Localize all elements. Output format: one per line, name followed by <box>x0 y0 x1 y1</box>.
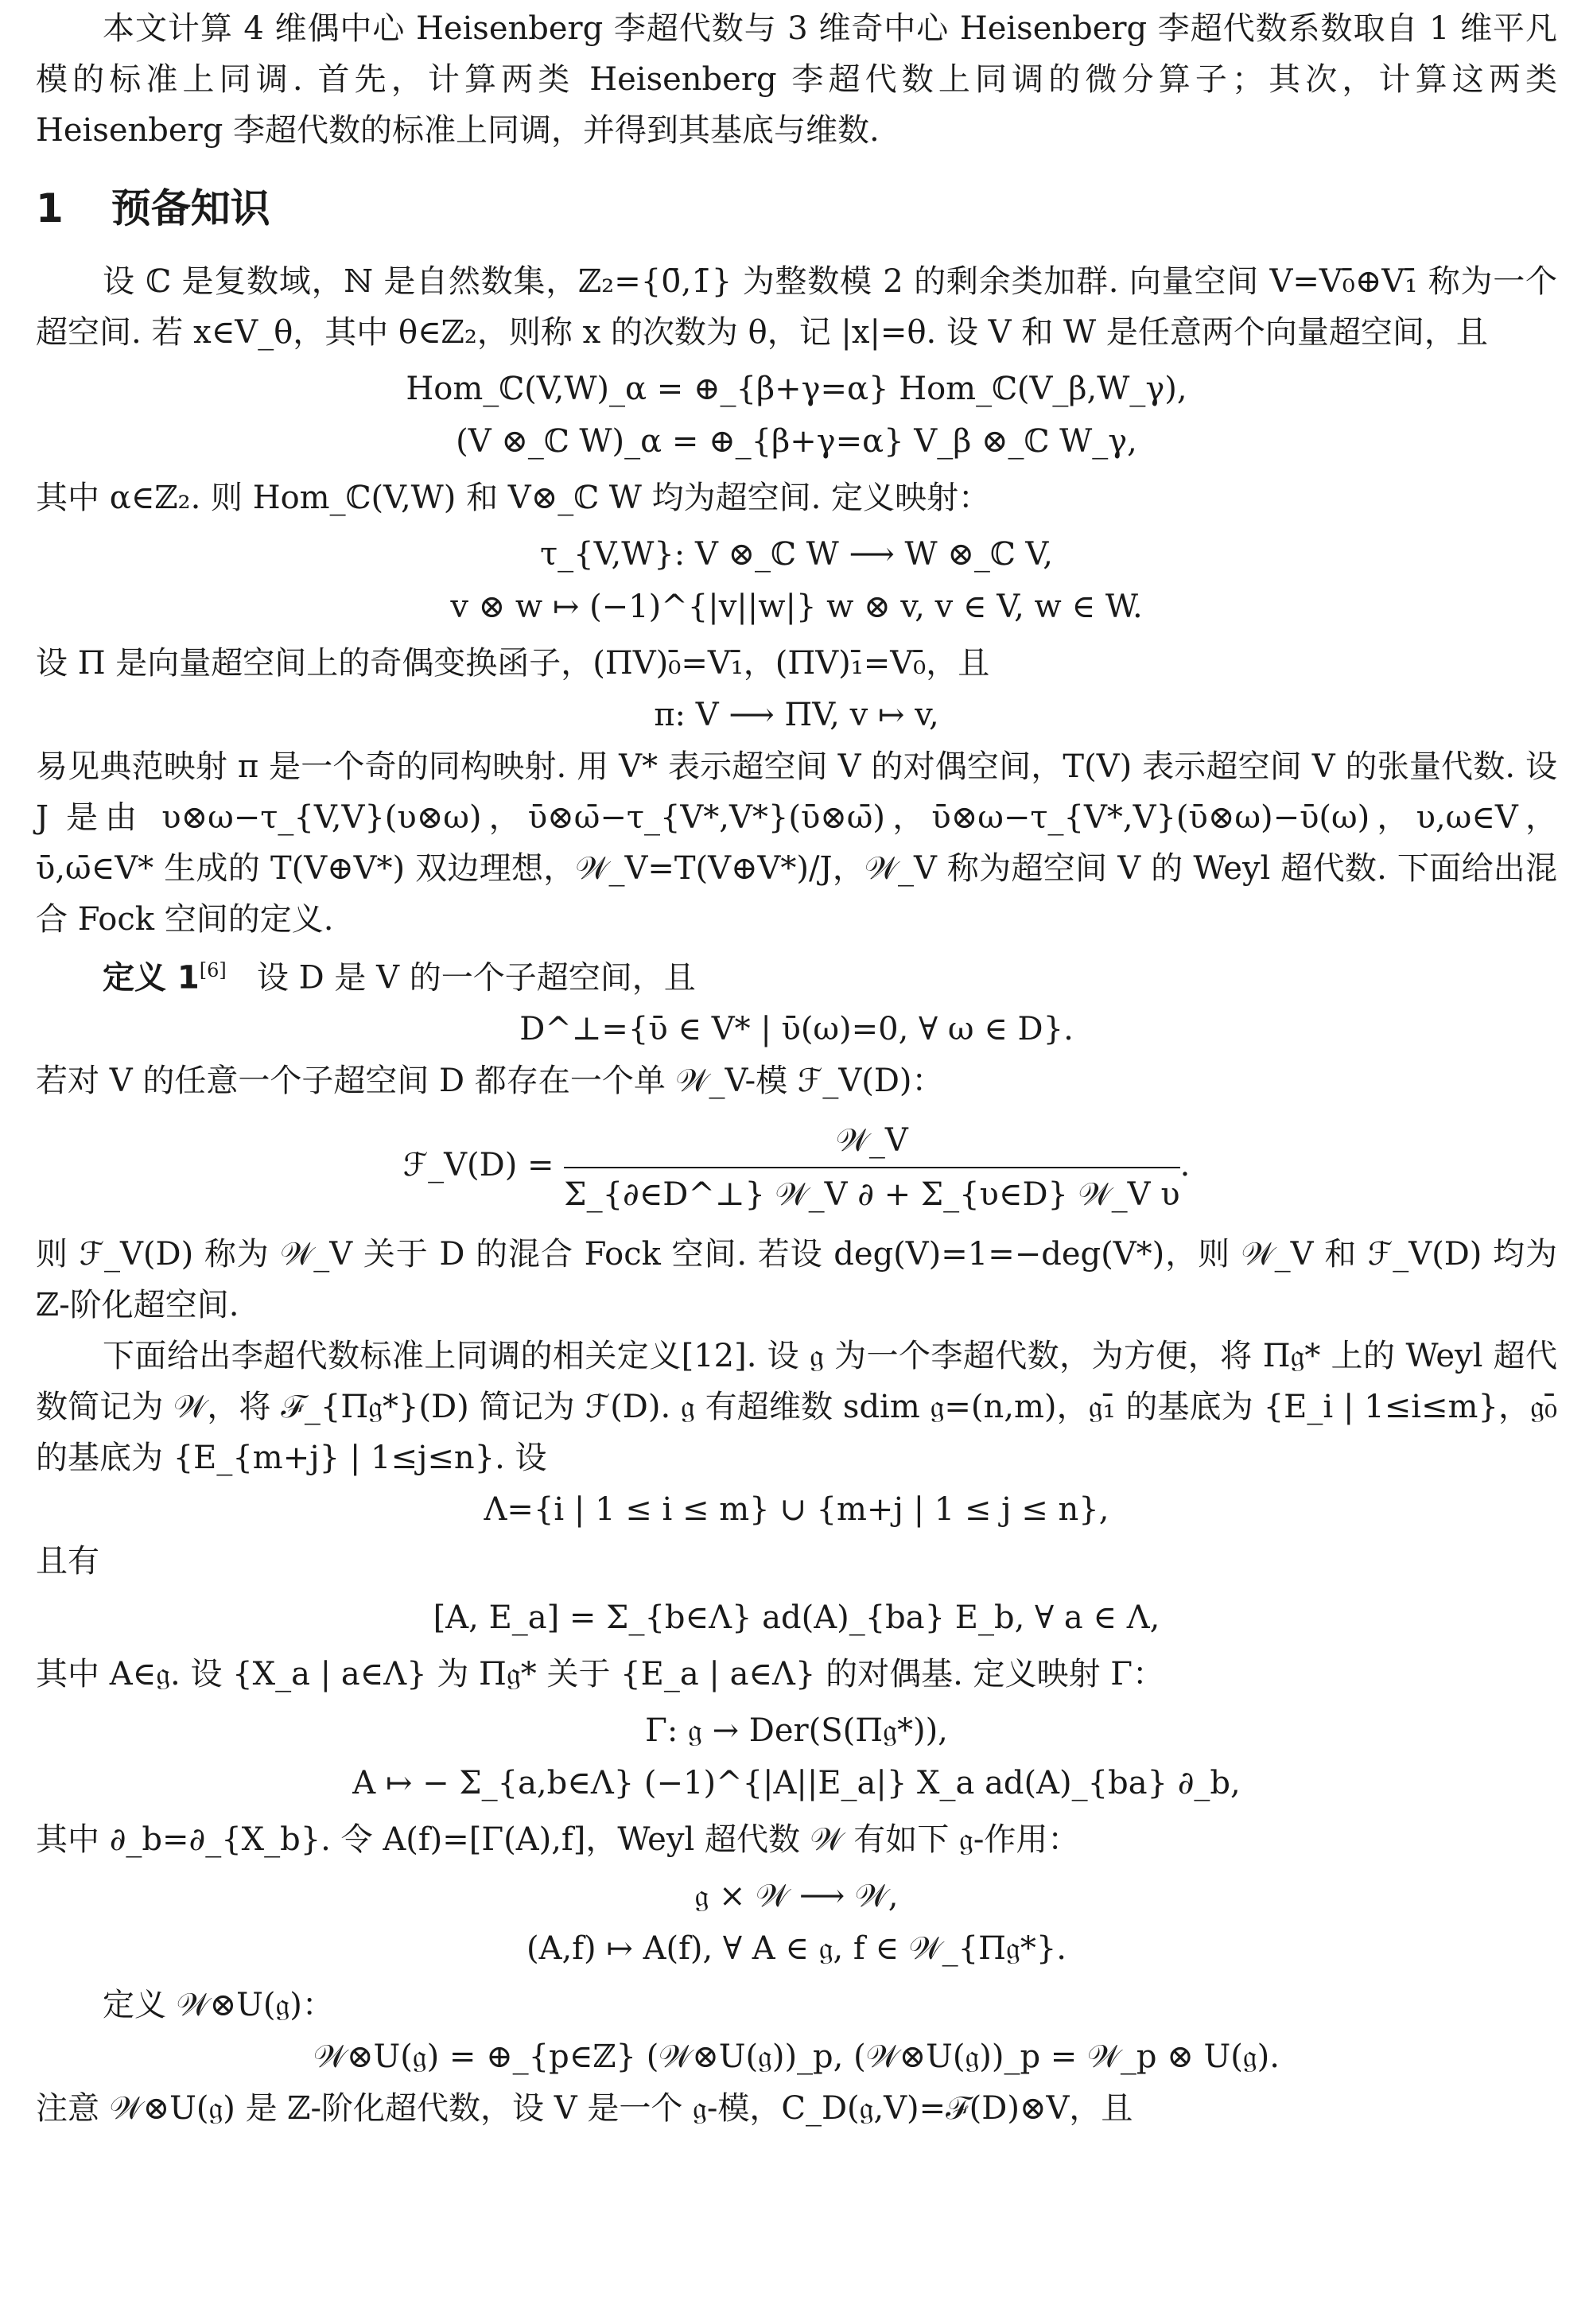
equation-hom: Hom_ℂ(V,W)_α = ⊕_{β+γ=α} Hom_ℂ(V_β,W_γ), <box>406 371 1187 407</box>
fock-fraction <box>564 1114 1179 1221</box>
equation-pi-map: π: V ⟶ ΠV, v ↦ v, <box>654 697 939 733</box>
equation-fock-space <box>36 1114 1557 1221</box>
equation-weyl-tensor: 𝒲⊗U(𝔤) = ⊕_{p∈ℤ} (𝒲⊗U(𝔤))_p, (𝒲⊗U(𝔤))_p = 𝒲_p ⊗ U(𝔤). <box>313 2038 1280 2076</box>
definition-1 <box>36 945 1557 1003</box>
equation-gamma-map: Γ: 𝔤 → Der(S(Π𝔤*)), <box>645 1712 948 1750</box>
equation-gamma-rule: A ↦ − Σ_{a,b∈Λ} (−1)^{|A||E_a|} X_a ad(A)_{ba} ∂_b, <box>352 1765 1241 1802</box>
fock-numerator: 𝒲_V <box>564 1114 1179 1168</box>
paragraph-12: 注意 𝒲⊗U(𝔤) 是 ℤ-阶化超代数，设 V 是一个 𝔤-模，C_D(𝔤,V)=ℱ(D)⊗V，且 <box>36 2090 1133 2128</box>
section-title: 预备知识 <box>111 185 270 231</box>
equation-tau-rule: v ⊗ w ↦ (−1)^{|v||w|} w ⊗ v, v ∈ V, w ∈ W. <box>450 589 1143 625</box>
fock-lhs: ℱ_V(D) = <box>402 1147 554 1184</box>
equation-action-map: 𝔤 × 𝒲 ⟶ 𝒲, <box>694 1878 899 1915</box>
equation-lambda: Λ={i | 1 ≤ i ≤ m} ∪ {m+j | 1 ≤ j ≤ n}, <box>484 1491 1109 1529</box>
paragraph-6: 则 ℱ_V(D) 称为 𝒲_V 关于 D 的混合 Fock 空间. 若设 deg(V)=1=−deg(V*)，则 𝒲_V 和 ℱ_V(D) 均为 ℤ-阶化超空间. <box>36 1236 1557 1324</box>
paragraph-11: 定义 𝒲⊗U(𝔤)： <box>103 1987 334 2024</box>
equation-tau-map: τ_{V,W}: V ⊗_ℂ W ⟶ W ⊗_ℂ V, <box>540 536 1053 573</box>
definition-text: 设 D 是 V 的一个子超空间，且 <box>256 959 696 997</box>
equation-action-rule: (A,f) ↦ A(f), ∀ A ∈ 𝔤, f ∈ 𝒲_{Π𝔤*}. <box>526 1930 1067 1968</box>
equation-group-gamma <box>36 1704 1557 1809</box>
paragraph-9: 其中 A∈𝔤. 设 {X_a | a∈Λ} 为 Π𝔤* 关于 {E_a | a∈Λ} 的对偶基. 定义映射 Γ： <box>36 1656 1164 1693</box>
equation-tensor: (V ⊗_ℂ W)_α = ⊕_{β+γ=α} V_β ⊗_ℂ W_γ, <box>456 423 1137 460</box>
section-number: 1 <box>36 185 64 231</box>
paragraph-1: 设 ℂ 是复数域，ℕ 是自然数集，ℤ₂={0̄,1̄} 为整数模 2 的剩余类加群. 向量空间 V=V₀̄⊕V₁̄ 称为一个超空间. 若 x∈V_θ，其中 θ∈ℤ₂，则称 x 的次数为 θ，记 |x|=θ. 设 V 和 W 是任意两个向量超空间，且 <box>36 263 1557 351</box>
paragraph-8: 且有 <box>36 1543 99 1580</box>
section-heading <box>36 177 1557 240</box>
paragraph-10: 其中 ∂_b=∂_{X_b}. 令 A(f)=[Γ(A),f]，Weyl 超代数 𝒲 有如下 𝔤-作用： <box>36 1821 1080 1859</box>
definition-label: 定义 1 <box>103 959 200 997</box>
equation-d-perp: D^⊥={ῡ ∈ V* | ῡ(ω)=0, ∀ ω ∈ D}. <box>519 1011 1074 1048</box>
equation-group-hom <box>36 363 1557 468</box>
fock-denominator: Σ_{∂∈D^⊥} 𝒲_V ∂ + Σ_{υ∈D} 𝒲_V υ <box>564 1176 1180 1214</box>
paragraph-5: 若对 V 的任意一个子超空间 D 都存在一个单 𝒲_V-模 ℱ_V(D)： <box>36 1063 944 1100</box>
intro-paragraph: 本文计算 4 维偶中心 Heisenberg 李超代数与 3 维奇中心 Heisenberg 李超代数系数取自 1 维平凡模的标准上同调. 首先，计算两类 Heisenberg 李超代数上同调的微分算子；其次，计算这两类 Heisenberg 李超代数的标准上同调，并得到其基底与维数. <box>36 10 1557 149</box>
equation-group-action <box>36 1870 1557 1975</box>
equation-bracket: [A, E_a] = Σ_{b∈Λ} ad(A)_{ba} E_b, ∀ a ∈ Λ, <box>433 1599 1160 1637</box>
fock-period: . <box>1179 1147 1191 1184</box>
paragraph-2: 其中 α∈ℤ₂. 则 Hom_ℂ(V,W) 和 V⊗_ℂ W 均为超空间. 定义映射： <box>36 480 991 516</box>
equation-group-tau <box>36 528 1557 633</box>
paragraph-4: 易见典范映射 π 是一个奇的同构映射. 用 V* 表示超空间 V 的对偶空间，T(V) 表示超空间 V 的张量代数. 设 J 是由 υ⊗ω−τ_{V,V}(υ⊗ω)，ῡ⊗ω̄−τ_{V*,V*}(ῡ⊗ω̄)，ῡ⊗ω−τ_{V*,V}(ῡ⊗ω)−ῡ(ω)，υ,ω∈V，ῡ,ω̄∈V* 生成的 T(V⊕V*) 双边理想，𝒲_V=T(V⊕V*)/J，𝒲_V 称为超空间 V 的 Weyl 超代数. 下面给出混合 Fock 空间的定义. <box>36 748 1557 938</box>
definition-citation: [6] <box>199 959 227 981</box>
paper-page <box>0 3 1593 2324</box>
paragraph-7: 下面给出李超代数标准上同调的相关定义[12]. 设 𝔤 为一个李超代数，为方便，将 Π𝔤* 上的 Weyl 超代数简记为 𝒲，将 ℱ_{Π𝔤*}(D) 简记为 ℱ(D). 𝔤 有超维数 sdim 𝔤=(n,m)，𝔤₁̄ 的基底为 {E_i | 1≤i≤m}，𝔤₀̄ 的基底为 {E_{m+j} | 1≤j≤n}. 设 <box>36 1338 1557 1477</box>
paragraph-3: 设 Π 是向量超空间上的奇偶变换函子，(ΠV)₀̄=V₁̄，(ΠV)₁̄=V₀̄，且 <box>36 645 990 682</box>
